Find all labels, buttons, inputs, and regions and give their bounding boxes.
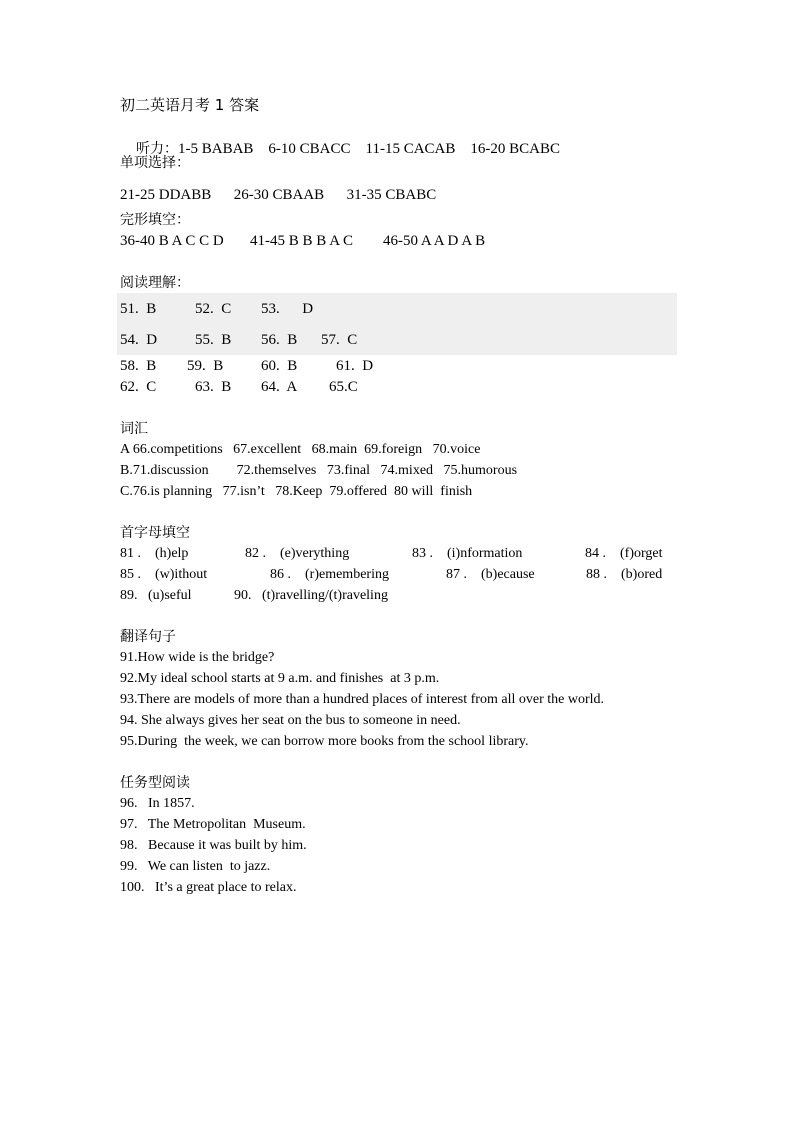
- vocabulary-label: 词汇: [120, 421, 148, 437]
- initial-letter-answer: 86 . (r)emembering: [270, 567, 389, 582]
- reading-answer: 52. C: [195, 301, 232, 317]
- reading-answer: 62. C: [120, 379, 157, 395]
- initial-letter-answer: 83 . (i)nformation: [412, 546, 523, 561]
- vocabulary-line: A 66.competitions 67.excellent 68.main 69.foreign 70.voice: [120, 442, 481, 457]
- reading-label: 阅读理解：: [120, 275, 190, 291]
- task-reading-line: 97. The Metropolitan Museum.: [120, 817, 306, 832]
- single-choice-answers: 21-25 DDABB 26-30 CBAAB 31-35 CBABC: [120, 187, 437, 203]
- vocabulary-line: B.71.discussion 72.themselves 73.final 74.mixed 75.humorous: [120, 463, 518, 478]
- initial-letter-answer: 85 . (w)ithout: [120, 567, 208, 582]
- initial-letter-answer: 84 . (f)orget: [585, 546, 663, 561]
- listening-label: 听力：: [136, 141, 178, 157]
- translation-line: 93.There are models of more than a hundred places of interest from all over the world.: [120, 692, 604, 707]
- vocabulary-line: C.76.is planning 77.isn’t 78.Keep 79.offered 80 will finish: [120, 484, 473, 499]
- reading-answer: 60. B: [261, 358, 298, 374]
- document-title: 初二英语月考 1 答案: [120, 96, 260, 114]
- task-reading-line: 96. In 1857.: [120, 796, 195, 811]
- reading-answer: 56. B: [261, 332, 298, 348]
- reading-answer: 53. D: [261, 301, 314, 317]
- reading-answer: 51. B: [120, 301, 157, 317]
- initial-letter-answer: 82 . (e)verything: [245, 546, 350, 561]
- initial-letter-answer: 87 . (b)ecause: [446, 567, 535, 582]
- initial-letter-answer: 89. (u)seful: [120, 588, 192, 603]
- reading-answer: 63. B: [195, 379, 232, 395]
- initial-letter-answer: 81 . (h)elp: [120, 546, 189, 561]
- initial-letter-answer: 90. (t)ravelling/(t)raveling: [234, 588, 388, 603]
- reading-answer: 65.C: [329, 379, 358, 395]
- cloze-answers: 36-40 B A C C D 41-45 B B B A C 46-50 A A D A B: [120, 233, 486, 249]
- translation-line: 95.During the week, we can borrow more books from the school library.: [120, 734, 529, 749]
- task-reading-line: 99. We can listen to jazz.: [120, 859, 271, 874]
- initial-letter-label: 首字母填空: [120, 525, 190, 541]
- single-choice-label: 单项选择：: [120, 155, 190, 171]
- cloze-label: 完形填空：: [120, 212, 190, 228]
- translation-line: 94. She always gives her seat on the bus to someone in need.: [120, 713, 461, 728]
- translation-line: 91.How wide is the bridge?: [120, 650, 275, 665]
- initial-letter-answer: 88 . (b)ored: [586, 567, 663, 582]
- reading-answer: 58. B: [120, 358, 157, 374]
- reading-answer: 59. B: [187, 358, 224, 374]
- task-reading-line: 98. Because it was built by him.: [120, 838, 307, 853]
- task-reading-label: 任务型阅读: [120, 775, 190, 791]
- translation-label: 翻译句子: [120, 629, 176, 645]
- reading-answer: 57. C: [321, 332, 358, 348]
- translation-line: 92.My ideal school starts at 9 a.m. and finishes at 3 p.m.: [120, 671, 440, 686]
- task-reading-line: 100. It’s a great place to relax.: [120, 880, 297, 895]
- reading-answer: 55. B: [195, 332, 232, 348]
- listening-answers: 1-5 BABAB 6-10 CBACC 11-15 CACAB 16-20 BCABC: [178, 141, 560, 157]
- reading-answer: 54. D: [120, 332, 158, 348]
- reading-answer: 61. D: [336, 358, 374, 374]
- reading-answer: 64. A: [261, 379, 298, 395]
